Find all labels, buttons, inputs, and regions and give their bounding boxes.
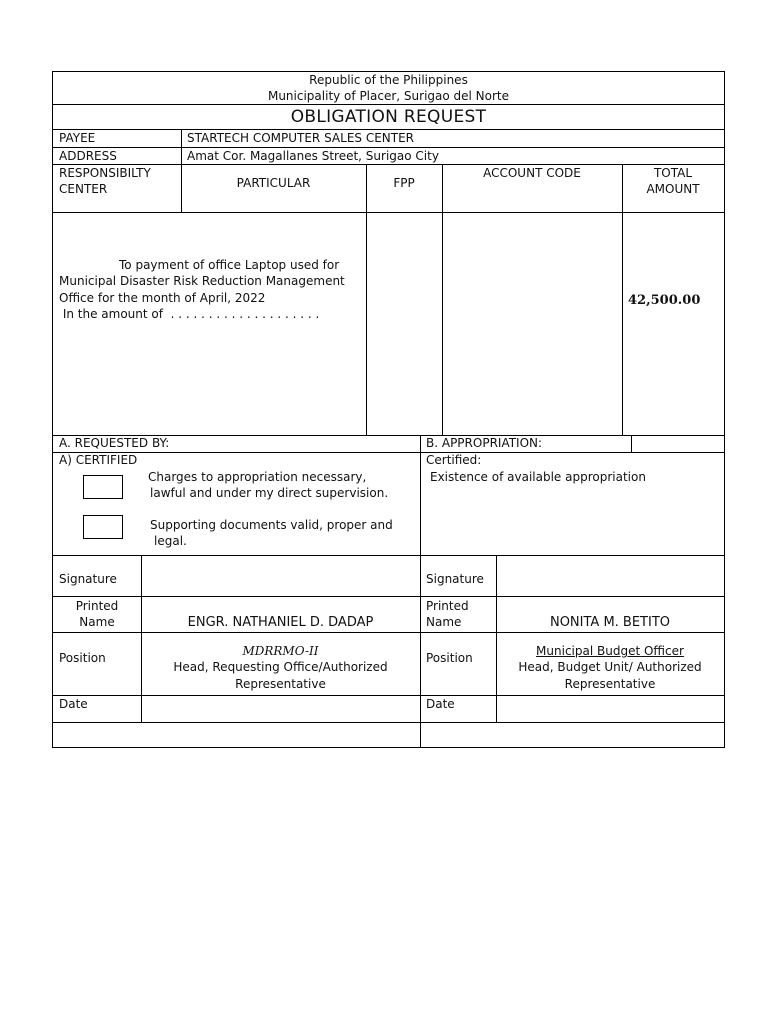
certified-b: Certified: — [426, 453, 482, 467]
position-title-right-text: Municipal Budget Officer — [536, 644, 684, 658]
section-b-label: B. APPROPRIATION: — [426, 436, 543, 450]
header-municipality: Municipality of Placer, Surigao del Norte — [267, 89, 510, 103]
divider — [420, 435, 421, 747]
check2-line2: legal. — [154, 534, 187, 548]
certified-a: A) CERTIFIED — [59, 453, 138, 467]
payee-label: PAYEE — [59, 131, 96, 145]
divider — [53, 722, 724, 723]
particulars-line4: In the amount of . . . . . . . . . . . . . . . . . . . . — [59, 307, 320, 321]
divider — [53, 104, 724, 105]
check1-line2: lawful and under my direct supervision. — [150, 486, 389, 500]
divider — [442, 164, 443, 435]
col-particular: PARTICULAR — [236, 176, 311, 190]
printed-label-left-2: Name — [79, 615, 115, 629]
divider — [496, 555, 497, 722]
col-total-line1: TOTAL — [653, 166, 693, 180]
divider — [141, 555, 142, 722]
divider — [53, 452, 724, 453]
printed-name-right: NONITA M. BETITO — [549, 615, 671, 630]
position-title-left: MDRRMO-II — [242, 644, 319, 658]
obligation-request-form — [52, 71, 725, 748]
form-title: OBLIGATION REQUEST — [290, 107, 487, 127]
date-label-right: Date — [426, 697, 455, 711]
checkbox-supporting-docs[interactable] — [83, 515, 123, 539]
printed-label-right-2: Name — [426, 615, 462, 629]
position-line2-left: Representative — [235, 677, 326, 691]
printed-label-left-1: Printed — [75, 599, 119, 613]
signature-label-left: Signature — [59, 572, 117, 586]
printed-name-left: ENGR. NATHANIEL D. DADAP — [187, 615, 374, 630]
particulars-line1: To payment of office Laptop used for — [119, 258, 340, 272]
divider — [53, 596, 724, 597]
header-republic: Republic of the Philippines — [309, 73, 468, 87]
divider — [622, 164, 623, 435]
divider — [366, 164, 367, 435]
address-value: Amat Cor. Magallanes Street, Surigao City — [187, 149, 439, 163]
position-line1-left: Head, Requesting Office/Authorized — [173, 660, 388, 674]
date-label-left: Date — [59, 697, 88, 711]
signature-label-right: Signature — [426, 572, 484, 586]
divider — [53, 695, 724, 696]
divider — [53, 555, 724, 556]
section-a-label: A. REQUESTED BY: — [59, 436, 170, 450]
divider — [53, 212, 724, 213]
col-responsibility-line1: RESPONSIBILTY — [59, 166, 151, 180]
col-total-line2: AMOUNT — [646, 182, 700, 196]
address-label: ADDRESS — [59, 149, 117, 163]
printed-label-right-1: Printed — [426, 599, 469, 613]
particulars-line2: Municipal Disaster Risk Reduction Management — [59, 274, 345, 288]
particulars-line3: Office for the month of April, 2022 — [59, 291, 266, 305]
col-account-code: ACCOUNT CODE — [483, 166, 581, 180]
position-label-left: Position — [59, 651, 106, 665]
check2-line1: Supporting documents valid, proper and — [150, 518, 393, 532]
position-label-right: Position — [426, 651, 473, 665]
divider — [53, 632, 724, 633]
existence-text: Existence of available appropriation — [430, 470, 646, 484]
check1-line1: Charges to appropriation necessary, — [148, 470, 367, 484]
position-line2-right: Representative — [564, 677, 656, 691]
total-amount: 42,500.00 — [628, 293, 701, 308]
payee-value: STARTECH COMPUTER SALES CENTER — [187, 131, 415, 145]
col-responsibility-line2: CENTER — [59, 182, 108, 196]
col-fpp: FPP — [393, 176, 415, 190]
divider — [631, 435, 632, 452]
position-title-right — [496, 643, 724, 659]
checkbox-charges[interactable] — [83, 475, 123, 499]
position-line1-right: Head, Budget Unit/ Authorized — [518, 660, 702, 674]
